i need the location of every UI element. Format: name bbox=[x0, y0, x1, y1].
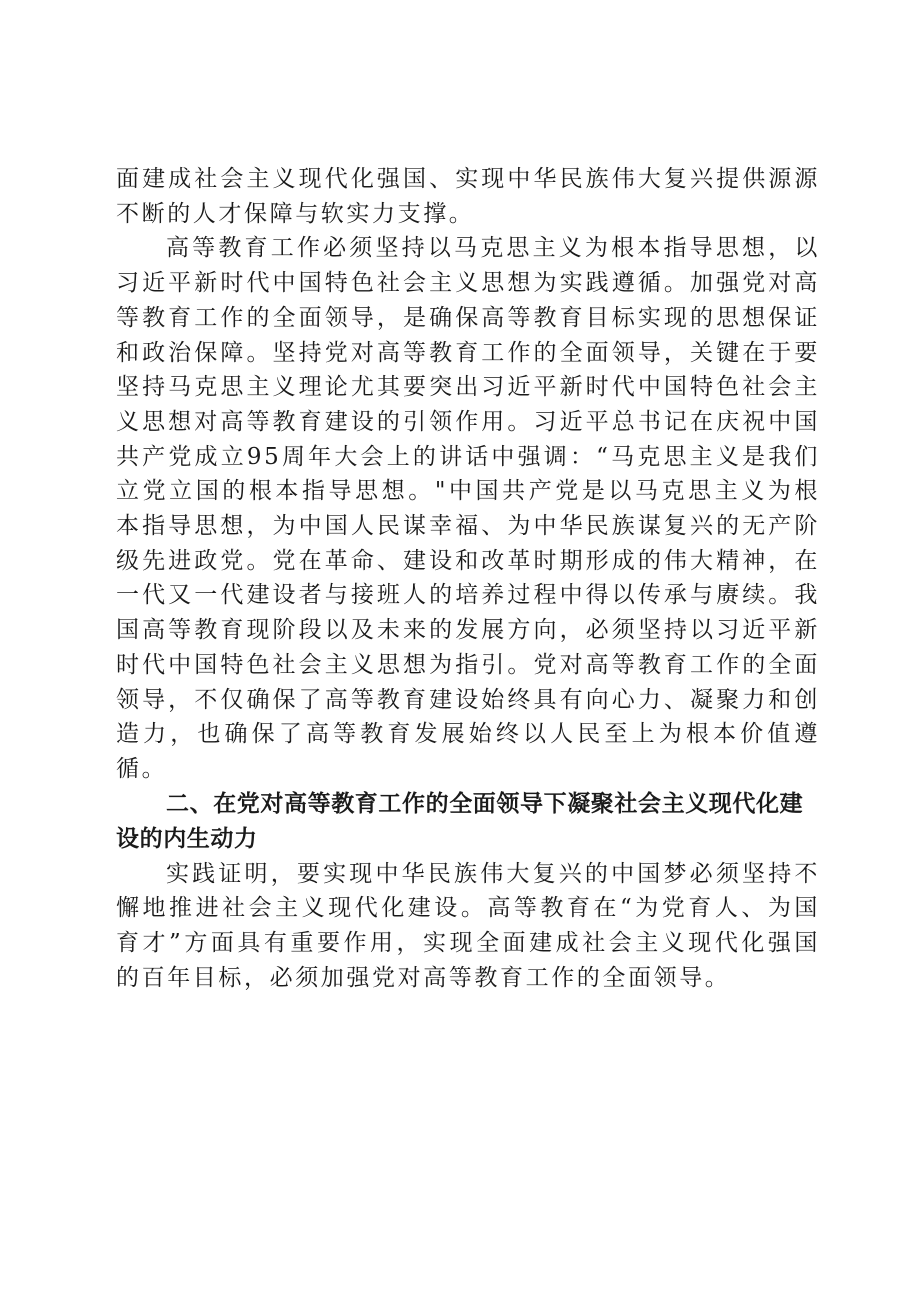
paragraph-guiding-thought: 高等教育工作必须坚持以马克思主义为根本指导思想，以习近平新时代中国特色社会主义思想为实践遵循。加强党对高等教育工作的全面领导，是确保高等教育目标实现的思想保证和政治保障。坚持党对高等教育工作的全面领导，关键在于要坚持马克思主义理论尤其要突出习近平新时代中国特色社会主义思想对高等教育建设的引领作用。习近平总书记在庆祝中国共产党成立95周年大会上的讲话中强调：“马克思主义是我们立党立国的根本指导思想。"中国共产党是以马克思主义为根本指导思想，为中国人民谋幸福、为中华民族谋复兴的无产阶级先进政党。党在革命、建设和改革时期形成的伟大精神，在一代又一代建设者与接班人的培养过程中得以传承与赓续。我国高等教育现阶段以及未来的发展方向，必须坚持以习近平新时代中国特色社会主义思想为指引。党对高等教育工作的全面领导，不仅确保了高等教育建设始终具有向心力、凝聚力和创造力，也确保了高等教育发展始终以人民至上为根本价值遵循。 bbox=[116, 235, 820, 782]
paragraph-practice: 实践证明，要实现中华民族伟大复兴的中国梦必须坚持不懈地推进社会主义现代化建设。高等教育在“为党育人、为国育才”方面具有重要作用，实现全面建成社会主义现代化强国的百年目标，必须加强党对高等教育工作的全面领导。 bbox=[116, 860, 820, 991]
paragraph-continuation: 面建成社会主义现代化强国、实现中华民族伟大复兴提供源源不断的人才保障与软实力支撑。 bbox=[116, 166, 820, 227]
section-heading: 二、在党对高等教育工作的全面领导下凝聚社会主义现代化建设的内生动力 bbox=[116, 790, 804, 852]
